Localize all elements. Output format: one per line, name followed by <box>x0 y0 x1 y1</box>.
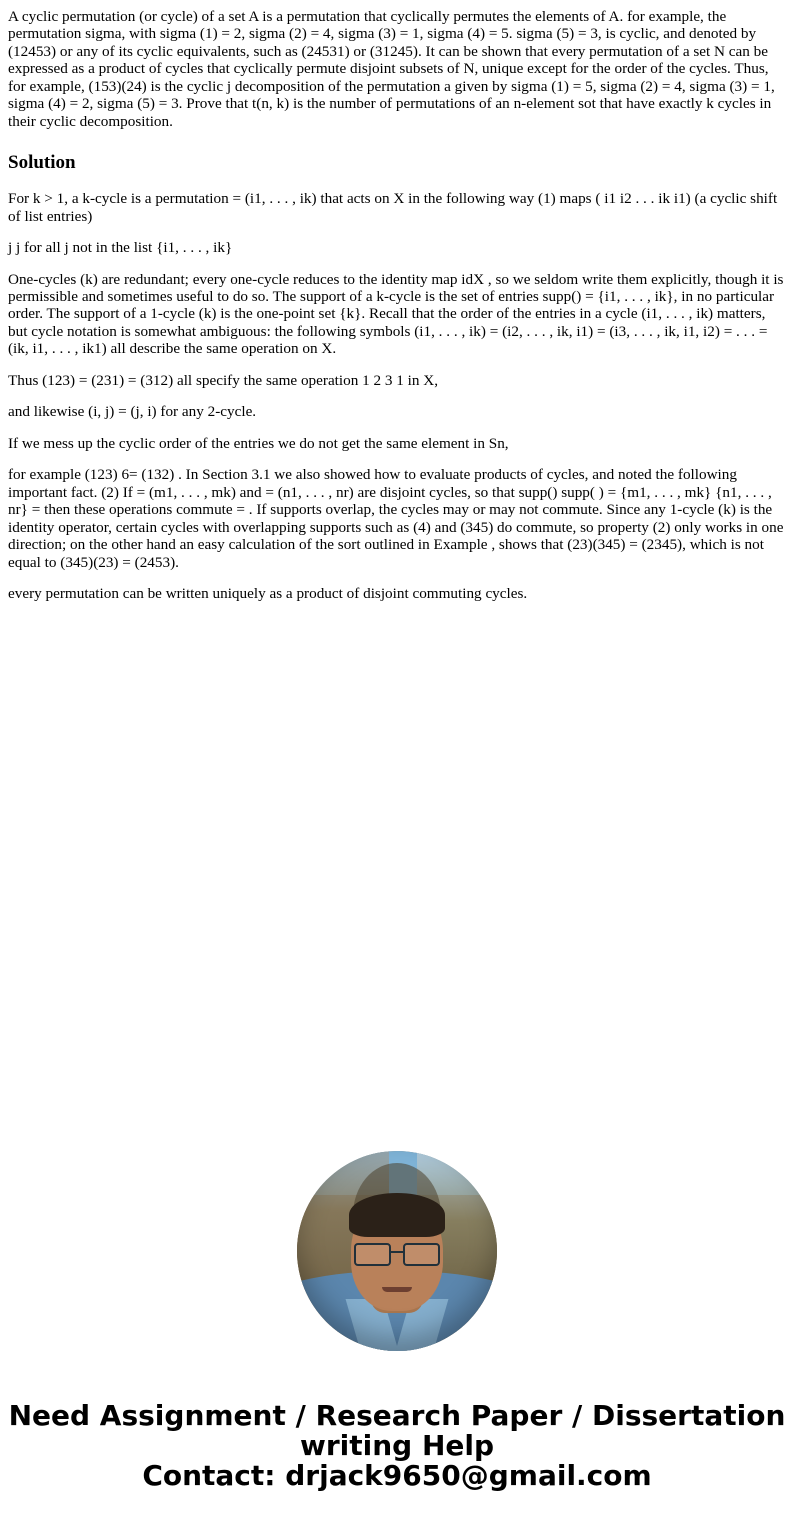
solution-paragraph-1: For k > 1, a k-cycle is a permutation = (i1, . . . , ik) that acts on X in the following way (1) maps ( i1 i2 . . . ik i1) (a cyclic shift of list entries) <box>8 190 778 225</box>
cta-contact: Contact: drjack9650@gmail.com <box>142 1459 652 1493</box>
contact-call-to-action <box>8 1398 786 1522</box>
solution-paragraph-2: j j for all j not in the list {i1, . . . , ik} <box>8 239 233 257</box>
avatar-vignette <box>297 1151 497 1351</box>
solution-paragraph-3: One-cycles (k) are redundant; every one-cycle reduces to the identity map idX , so we seldom write them explicitly, though it is permissible and sometimes useful to do so. The support of a k-cycle is the set of entries supp() = {i1, . . . , ik}, in no particular order. The support of a 1-cycle (k) is the one-point set {k}. Recall that the order of the entries in a cycle (i1, . . . , ik) matters, but cycle notation is somewhat ambiguous: the following symbols (i1, . . . , ik) = (i2, . . . , ik, i1) = (i3, . . . , ik, i1, i2) = . . . = (ik, i1, . . . , ik1) all describe the same operation on X. <box>8 270 784 358</box>
cta-headline: Need Assignment / Research Paper / Dissertation writing Help <box>8 1398 786 1462</box>
solution-paragraph-8: every permutation can be written uniquely as a product of disjoint commuting cycles. <box>8 585 528 603</box>
solution-paragraph-6: If we mess up the cyclic order of the entries we do not get the same element in Sn, <box>8 434 509 452</box>
avatar <box>297 1151 497 1351</box>
solution-heading: Solution <box>8 152 76 174</box>
solution-paragraph-4: Thus (123) = (231) = (312) all specify the same operation 1 2 3 1 in X, <box>8 371 439 389</box>
solution-paragraph-7: for example (123) 6= (132) . In Section 3.1 we also showed how to evaluate products of cycles, and noted the following important fact. (2) If = (m1, . . . , mk) and = (n1, . . . , nr) are disjoint cycles, so that supp() supp( ) = {m1, . . . , mk} {n1, . . . , nr} = then these operations commute = . If supports overlap, the cycles may or may not commute. Since any 1-cycle (k) is the identity operator, certain cycles with overlapping supports such as (4) and (345) do commute, so property (2) only works in one direction; on the other hand an easy calculation of the sort outlined in Example , shows that (23)(345) = (2345), which is not equal to (345)(23) = (2453). <box>8 466 784 571</box>
solution-paragraph-5: and likewise (i, j) = (j, i) for any 2-cycle. <box>8 403 257 421</box>
avatar-container <box>8 1151 786 1351</box>
problem-statement: A cyclic permutation (or cycle) of a set A is a permutation that cyclically permutes the elements of A. for example, the permutation sigma, with sigma (1) = 2, sigma (2) = 4, sigma (3) = 1, sigma (4) = 5. sigma (5) = 3, is cyclic, and denoted by (12453) or any of its cyclic equivalents, such as (24531) or (31245). It can be shown that every permutation of a set N can be expressed as a product of cycles that cyclically permute disjoint subsets of N, unique except for the order of the cycles. Thus, for example, (153)(24) is the cyclic j decomposition of the permutation a given by sigma (1) = 5, sigma (2) = 4, sigma (3) = 1, sigma (4) = 2, sigma (5) = 3. Prove that t(n, k) is the number of permutations of an n-element sot that have exactly k cycles in their cyclic decomposition. <box>8 8 775 130</box>
page-whitespace <box>8 617 786 1117</box>
